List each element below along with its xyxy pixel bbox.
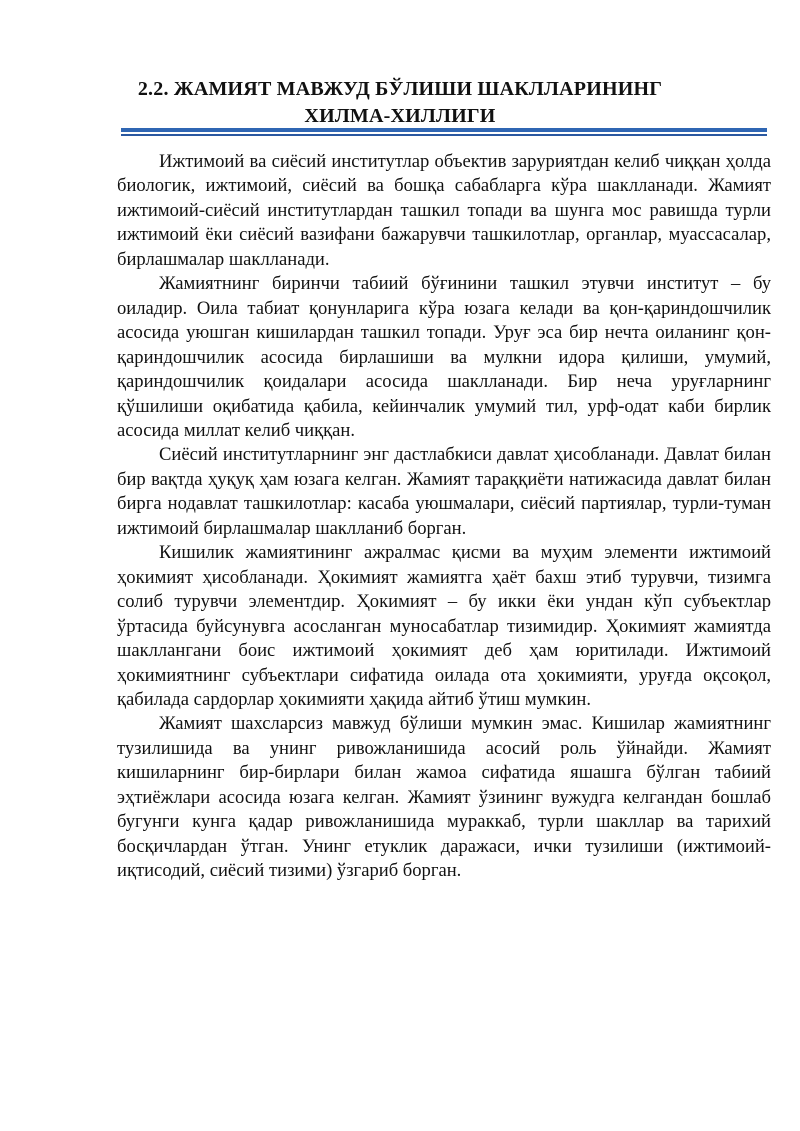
heading-underline-thin — [121, 134, 767, 136]
section-heading-line-1: 2.2. ЖАМИЯТ МАВЖУД БЎЛИШИ ШАКЛЛАРИНИНГ — [137, 78, 663, 100]
paragraph-3: Сиёсий институтларнинг энг дастлабкиси давлат ҳисобланади. Давлат билан бир вақтда ҳуқуқ ҳам юзага келган. Жамият тараққиёти натижасида давлат билан бирга нодавлат ташкилотлар: касаба уюшмалари, сиёсий партиялар, турли-туман ижтимоий бирлашмалар шаклланиб борган. — [117, 444, 771, 539]
section-heading-line-2: ХИЛМА-ХИЛЛИГИ — [304, 105, 496, 127]
paragraph-4: Кишилик жамиятининг ажралмас қисми ва муҳим элементи ижтимоий ҳокимият ҳисобланади. Ҳокимият жамиятга ҳаёт бахш этиб турувчи, тизимга солиб турувчи элементдир. Ҳокимият – бу икки ёки ундан кўп субъектлар ўртасида буйсунувга асосланган муносабатлар тизимидир. Ҳокимият жамиятда шакллангани боис ижтимоий ҳокимият деб ҳам юритилади. Ижтимоий ҳокимиятнинг субъектлари сифатида оилада ота ҳокимияти, уруғда оқсоқол, қабилада сардорлар ҳокимияти ҳақида айтиб ўтиш мумкин. — [117, 542, 771, 710]
paragraph-1: Ижтимоий ва сиёсий институтлар объектив заруриятдан келиб чиққан ҳолда биологик, ижтимоий, сиёсий ва бошқа сабабларга кўра шаклланади. Жамият ижтимоий-сиёсий институтлардан ташкил топади ва шунга мос равишда турли ижтимоий ёки сиёсий вазифани бажарувчи ташкилотлар, органлар, муассасалар, бирлашмалар шаклланади. — [117, 151, 771, 270]
body-text — [117, 150, 771, 884]
heading-underline-thick — [121, 128, 767, 132]
paragraph-2: Жамиятнинг биринчи табиий бўғинини ташкил этувчи институт – бу оиладир. Оила табиат қонунларига кўра юзага келади ва қон-қариндошчилик асосида уюшган кишилардан ташкил топади. Уруғ эса бир нечта оиланинг қон-қариндошчилик асосида бирлашиши ва мулкни идора қилиши, умумий, қариндошчилик қоидалари асосида шаклланади. Бир неча уруғларнинг қўшилиши оқибатида қабила, кейинчалик умумий тил, урф-одат каби бирлик асосида миллат келиб чиққан. — [117, 273, 771, 441]
paragraph-5: Жамият шахсларсиз мавжуд бўлиши мумкин эмас. Кишилар жамиятнинг тузилишида ва унинг ривожланишида асосий роль ўйнайди. Жамият кишиларнинг бир-бирлари билан жамоа сифатида яшашга бўлган табиий эҳтиёжлари асосида юзага келган. Жамият ўзининг вужудга келгандан бошлаб бугунги кунга қадар ривожланишида мураккаб, турли шакллар ва тарихий босқичлардан ўтган. Унинг етуклик даражаси, ички тузилиши (ижтимоий-иқтисодий, сиёсий тизими) ўзгариб борган. — [117, 713, 771, 882]
